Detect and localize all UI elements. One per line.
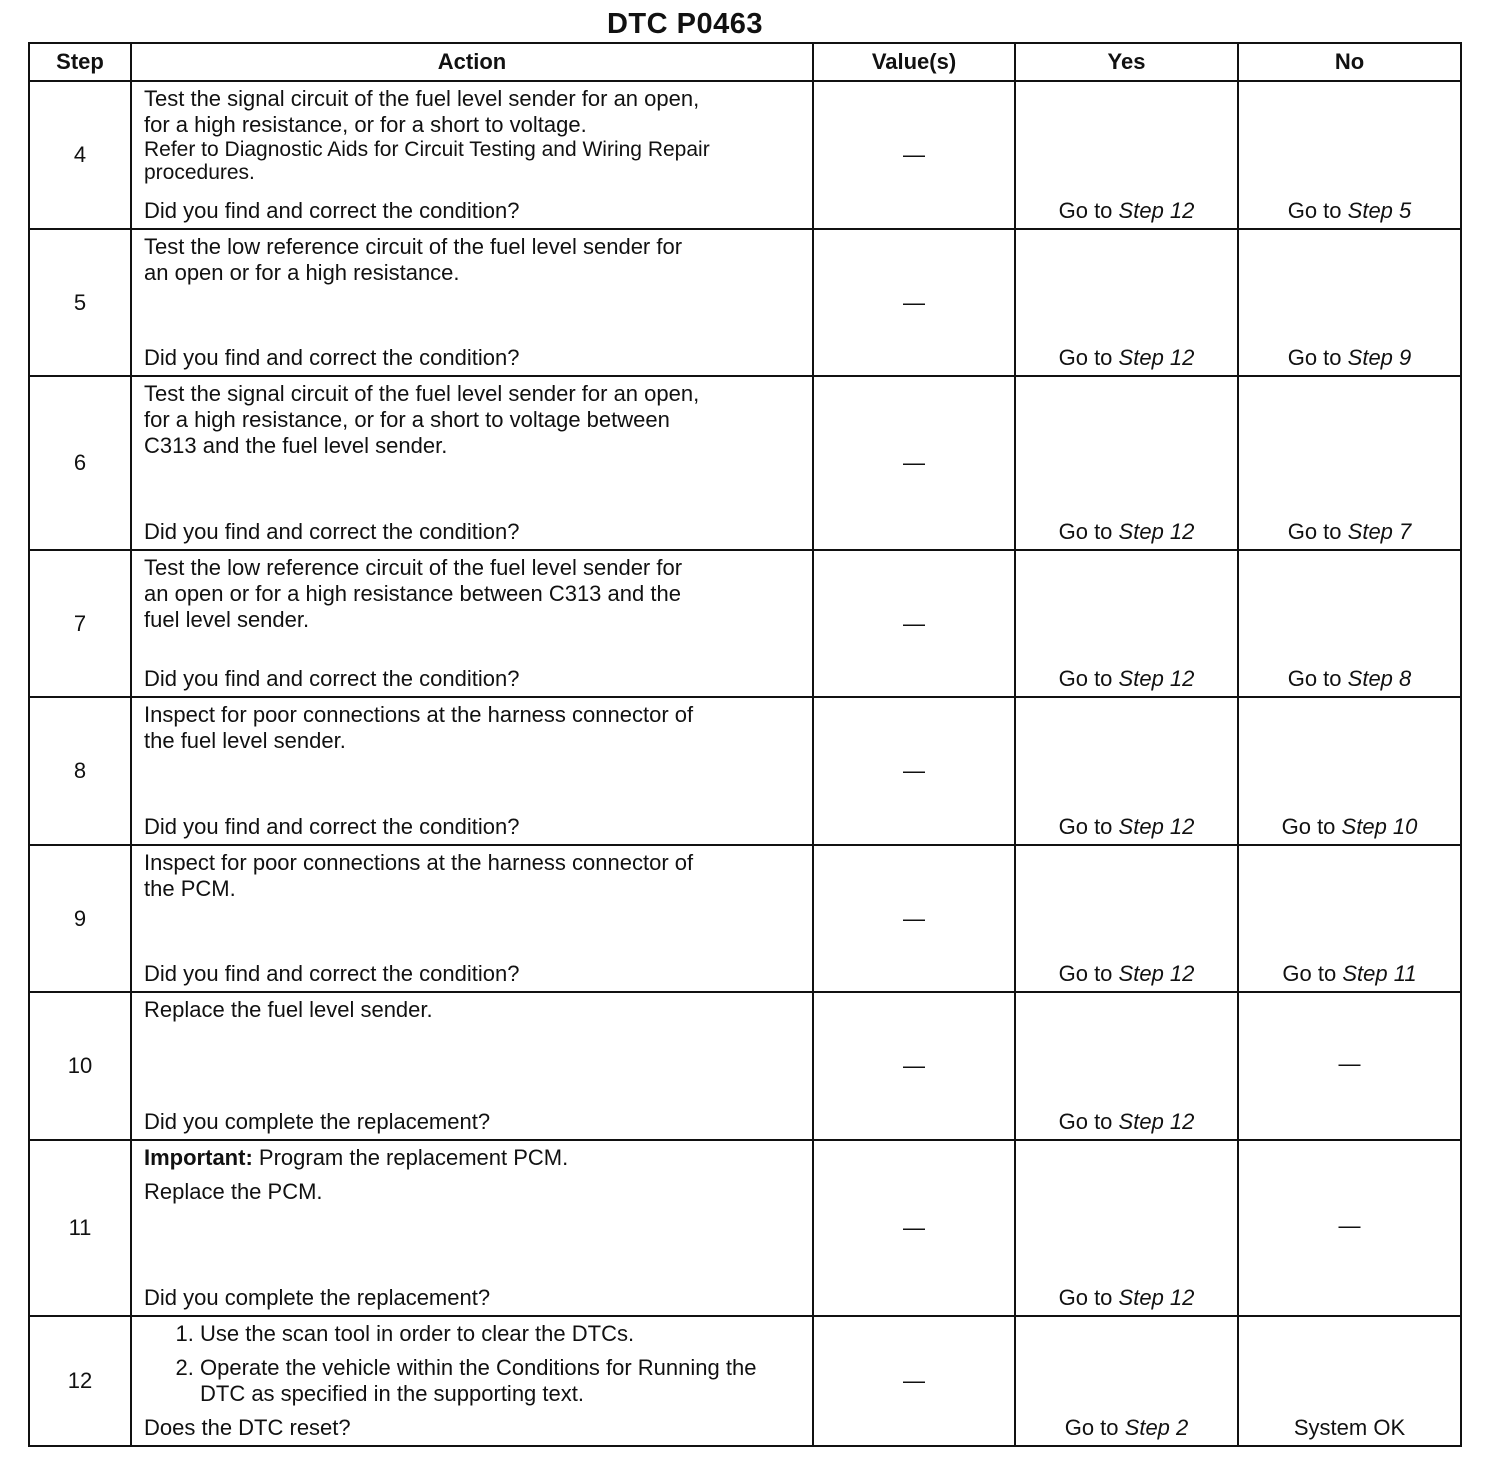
action-text: the PCM. [144, 876, 236, 901]
goto-step-link: Step 12 [1118, 961, 1195, 986]
action-text: Test the signal circuit of the fuel level sender for an open, [144, 86, 700, 111]
table-row [29, 1316, 1461, 1446]
yes-cell [1015, 550, 1238, 697]
header-step: Step [29, 43, 131, 81]
goto-label: Go to [1287, 345, 1342, 370]
no-cell: — [1238, 992, 1461, 1140]
action-text: for a high resistance, or for a short to voltage between [144, 407, 670, 432]
action-text: Replace the PCM. [144, 1179, 323, 1204]
goto-step-link: Step 11 [1342, 961, 1417, 986]
goto-label: Go to [1064, 1415, 1119, 1440]
table-row [29, 697, 1461, 845]
action-text: the fuel level sender. [144, 728, 346, 753]
goto-label: Go to [1287, 666, 1342, 691]
goto-step-link: Step 12 [1118, 198, 1195, 223]
table-row [29, 1140, 1461, 1316]
goto-label: Go to [1282, 961, 1337, 986]
goto-step-link: Step 12 [1118, 1285, 1195, 1310]
step-number: 5 [29, 229, 131, 376]
no-cell [1238, 697, 1461, 845]
action-question: Did you find and correct the condition? [144, 961, 520, 986]
yes-cell [1015, 845, 1238, 992]
action-cell [131, 992, 813, 1140]
goto-step-link: Step 12 [1118, 666, 1195, 691]
table-row [29, 81, 1461, 229]
step-number: 6 [29, 376, 131, 550]
goto-label: Go to [1058, 519, 1113, 544]
important-note [144, 1145, 800, 1171]
value-cell: — [813, 992, 1015, 1140]
goto-step-link: Step 5 [1347, 198, 1412, 223]
list-item: 1. Use the scan tool in order to clear the DTCs. [200, 1321, 800, 1347]
action-question: Did you find and correct the condition? [144, 198, 520, 223]
header-action: Action [131, 43, 813, 81]
action-text: Test the low reference circuit of the fuel level sender for [144, 555, 683, 580]
action-cell [131, 550, 813, 697]
list-item: 2. Operate the vehicle within the Conditions for Running the DTC as specified in the supporting text. [200, 1355, 800, 1407]
action-cell [131, 1140, 813, 1316]
step-number: 12 [29, 1316, 131, 1446]
action-question: Did you complete the replacement? [144, 1285, 491, 1310]
no-cell [1238, 81, 1461, 229]
goto-label: Go to [1058, 198, 1113, 223]
header-row [29, 43, 1461, 81]
yes-cell [1015, 229, 1238, 376]
goto-label: Go to [1058, 814, 1113, 839]
action-question: Did you find and correct the condition? [144, 519, 520, 544]
value-cell: — [813, 1140, 1015, 1316]
step-number: 8 [29, 697, 131, 845]
yes-cell [1015, 697, 1238, 845]
action-text: Test the signal circuit of the fuel level sender for an open, [144, 381, 700, 406]
value-cell: — [813, 845, 1015, 992]
step-number: 4 [29, 81, 131, 229]
action-cell [131, 845, 813, 992]
value-cell: — [813, 697, 1015, 845]
action-text: an open or for a high resistance. [144, 260, 460, 285]
action-text: Replace the fuel level sender. [144, 997, 433, 1022]
header-yes: Yes [1015, 43, 1238, 81]
goto-label: Go to [1287, 519, 1342, 544]
action-question: Did you find and correct the condition? [144, 666, 520, 691]
action-text: Inspect for poor connections at the harness connector of [144, 850, 694, 875]
yes-cell [1015, 1316, 1238, 1446]
header-values: Value(s) [813, 43, 1015, 81]
yes-cell [1015, 376, 1238, 550]
table-row [29, 845, 1461, 992]
action-cell [131, 697, 813, 845]
step-number: 11 [29, 1140, 131, 1316]
goto-step-link: Step 12 [1118, 1109, 1195, 1134]
important-label: Important: [144, 1145, 253, 1170]
table-row [29, 376, 1461, 550]
important-text: Program the replacement PCM. [258, 1145, 569, 1170]
table-row [29, 229, 1461, 376]
action-text: Test the low reference circuit of the fuel level sender for [144, 234, 683, 259]
goto-step-link: Step 8 [1347, 666, 1412, 691]
no-cell [1238, 845, 1461, 992]
action-cell [131, 81, 813, 229]
action-text: an open or for a high resistance between C313 and the [144, 581, 681, 606]
header-no: No [1238, 43, 1461, 81]
step-number: 9 [29, 845, 131, 992]
action-note: Refer to Diagnostic Aids for Circuit Testing and Wiring Repair procedures. [144, 138, 710, 184]
value-cell: — [813, 1316, 1015, 1446]
goto-step-link: Step 12 [1118, 519, 1195, 544]
no-cell [1238, 376, 1461, 550]
action-cell [131, 1316, 813, 1446]
no-cell [1238, 550, 1461, 697]
step-number: 10 [29, 992, 131, 1140]
goto-label: Go to [1058, 961, 1113, 986]
action-text: fuel level sender. [144, 607, 310, 632]
goto-label: Go to [1058, 1109, 1113, 1134]
action-text: for a high resistance, or for a short to voltage. [144, 112, 587, 137]
action-question: Did you find and correct the condition? [144, 345, 520, 370]
no-cell: System OK [1238, 1316, 1461, 1446]
goto-label: Go to [1281, 814, 1336, 839]
step-number: 7 [29, 550, 131, 697]
goto-label: Go to [1058, 666, 1113, 691]
goto-step-link: Step 7 [1347, 519, 1412, 544]
yes-cell [1015, 1140, 1238, 1316]
action-question: Did you complete the replacement? [144, 1109, 491, 1134]
goto-step-link: Step 10 [1341, 814, 1418, 839]
goto-step-link: Step 12 [1118, 345, 1195, 370]
goto-step-link: Step 12 [1118, 814, 1195, 839]
goto-step-link: Step 9 [1347, 345, 1412, 370]
yes-cell [1015, 992, 1238, 1140]
value-cell: — [813, 550, 1015, 697]
action-cell [131, 376, 813, 550]
action-text: C313 and the fuel level sender. [144, 433, 448, 458]
action-cell [131, 229, 813, 376]
numbered-list [144, 1321, 800, 1415]
table-row [29, 992, 1461, 1140]
table-row [29, 550, 1461, 697]
goto-label: Go to [1058, 1285, 1113, 1310]
goto-step-link: Step 2 [1124, 1415, 1189, 1440]
goto-label: Go to [1287, 198, 1342, 223]
action-question: Does the DTC reset? [144, 1415, 351, 1440]
page-title: DTC P0463 [606, 8, 763, 40]
value-cell: — [813, 81, 1015, 229]
no-cell: — [1238, 1140, 1461, 1316]
value-cell: — [813, 229, 1015, 376]
value-cell: — [813, 376, 1015, 550]
goto-label: Go to [1058, 345, 1113, 370]
action-question: Did you find and correct the condition? [144, 814, 520, 839]
dtc-table [28, 42, 1462, 1447]
yes-cell [1015, 81, 1238, 229]
action-text: Inspect for poor connections at the harness connector of [144, 702, 694, 727]
no-cell [1238, 229, 1461, 376]
